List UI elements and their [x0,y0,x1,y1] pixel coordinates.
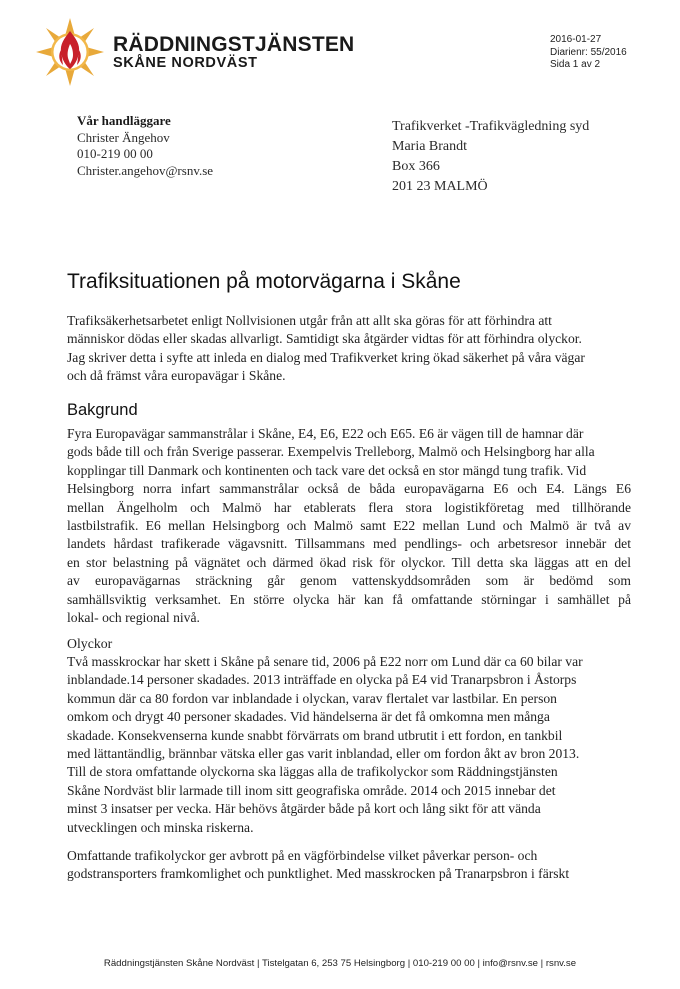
intro-paragraph [67,312,631,386]
background-line: en stor belastning på vägnätet och därmed ökad risk för olyckor. Till detta ska läggas att en del [67,554,631,570]
handler-phone: 010-219 00 00 [77,146,153,161]
page-number: Sida 1 av 2 [550,59,601,70]
closing-line: Omfattande trafikolyckor ger avbrott på en vägförbindelse vilket påverkar person- och [67,848,538,863]
closing-paragraph [67,847,631,884]
org-name: RÄDDNINGSTJÄNSTEN [113,33,355,56]
flame-emblem-logo [34,16,106,88]
accidents-line: inblandade.14 personer skadades. 2013 inträffade en olycka på E4 vid Tranarpsbron i Åstorps [67,672,577,688]
accidents-line: omkom och drygt 40 personer skadades. Vid händelserna är det få omkomna men många [67,709,550,725]
accidents-line: kommun där ca 80 fordon var inblandade i olyckan, varav flertalet var lastbilar. En person [67,690,557,706]
background-line: kopplingar till Danmark och kontinenten och tack vare det också en stor mängd tung trafik. Vid [67,462,587,478]
accidents-line: skadade. Konsekvenserna kunde snabbt förvärrats om brand utbrutit i ett fordon, en tankbil [67,727,563,743]
handler-block [77,113,213,179]
background-line: Helsingborg norra infart sammanstrålar också de båda europavägarna E6 och E4. Längs E6 [67,481,631,497]
handler-label: Vår handläggare [77,113,171,128]
background-line: samhällsviktig verksamhet. En större olycka här kan få omfattande störningar i samhället på [67,591,631,607]
document-meta [550,34,627,72]
handler-name: Christer Ängehov [77,129,170,145]
background-line: Fyra Europavägar sammanstrålar i Skåne, E4, E6, E22 och E65. E6 är vägen till de hamnar där [67,426,584,441]
closing-line: godstransporters framkomlighet och punktlighet. Med masskrocken på Tranarpsbron i färskt [67,866,570,882]
document-date: 2016-01-27 [550,34,602,45]
accidents-line: minst 3 insatser per vecka. Här behövs åtgärder både på kort och lång sikt för att vända [67,801,541,817]
accidents-line: utvecklingen och minska riskerna. [67,819,254,835]
recipient-box: Box 366 [392,159,440,174]
section-heading-bakgrund: Bakgrund [67,401,138,419]
intro-line: och då främst våra europavägar i Skåne. [67,368,286,384]
accidents-line: Till de stora omfattande olyckorna ska läggas alla de trafikolyckor som Räddningstjänsten [67,764,558,780]
diarienummer: Diarienr: 55/2016 [550,46,627,58]
background-line: gods både till och från Sverige passerar. Exempelvis Trelleborg, Malmö och Helsingborg har alla [67,444,595,460]
accidents-line: Skåne Nordväst blir larmade till inom sitt geografiska område. 2014 och 2015 innebar det [67,782,556,798]
intro-line: Trafiksäkerhetsarbetet enligt Nollvisionen utgår från att allt ska göras för att förhindra att [67,313,552,328]
recipient-address [392,117,589,197]
accidents-paragraph [67,653,631,837]
handler-email: Christer.angehov@rsnv.se [77,162,214,178]
intro-line: Jag skriver detta i syfte att inleda en dialog med Trafikverket kring ökad säkerhet på våra vägar [67,349,585,365]
background-line: lastbilstrafik. E6 mellan Helsingborg och Malmö samt E22 mellan Lund och Malmö är två av [67,518,631,534]
background-line: av europavägarnas sträckning går genom vattenskyddsområden som är bedömd som [67,573,631,589]
recipient-org: Trafikverket -Trafikvägledning syd [392,119,590,134]
section-heading-olyckor: Olyckor [67,636,113,651]
org-subtitle: SKÅNE NORDVÄST [113,55,258,71]
recipient-name: Maria Brandt [392,139,468,154]
accidents-line: Två masskrockar har skett i Skåne på senare tid, 2006 på E22 norr om Lund där ca 60 bilar var [67,654,583,669]
intro-line: människor dödas eller skadas allvarligt. Samtidigt ska åtgärder vidtas för att förhindra olyckor. [67,331,582,347]
background-paragraph [67,425,631,627]
accidents-line: med lättantändlig, brännbar vätska eller gas varit inblandad, eller om fordon åkt av bron 2013. [67,746,580,762]
background-line: lokal- och regional nivå. [67,610,200,626]
background-line: landets hårdast trafikerade vägavsnitt. Tillsammans med pendlings- och arbetsresor innebär det [67,536,631,552]
page-footer: Räddningstjänsten Skåne Nordväst | Tistelgatan 6, 253 75 Helsingborg | 010-219 00 00 | info@rsnv.se | rsnv.se [103,958,577,969]
background-line: mellan Ängelholm och Malmö har etablerats flera stora logistikföretag med tillhörande [67,499,631,515]
letter-title: Trafiksituationen på motorvägarna i Skåne [67,270,461,293]
recipient-city: 201 23 MALMÖ [392,179,488,194]
